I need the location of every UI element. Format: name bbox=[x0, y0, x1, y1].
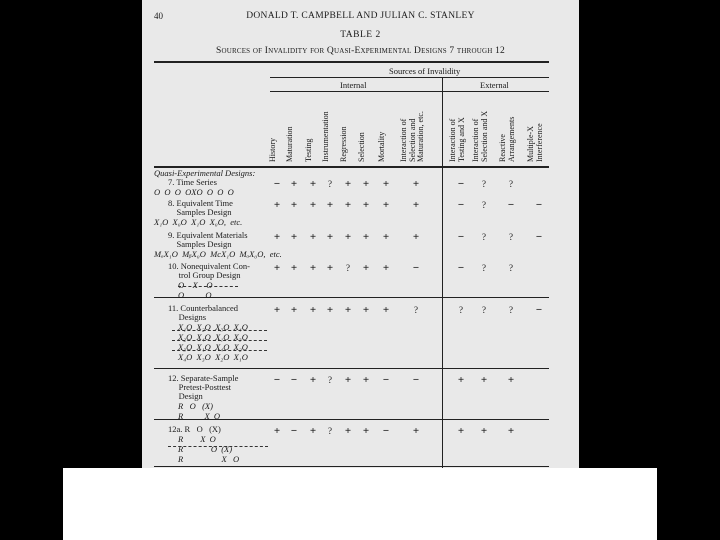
validity-mark: + bbox=[326, 231, 334, 243]
validity-mark: + bbox=[382, 231, 390, 243]
validity-mark: + bbox=[362, 304, 370, 316]
validity-mark: − bbox=[535, 304, 543, 316]
design-label: 9. Equivalent Materials Samples Design bbox=[168, 230, 248, 249]
column-header bbox=[526, 96, 544, 162]
validity-mark: + bbox=[457, 374, 465, 386]
row-rule bbox=[154, 368, 549, 369]
column-header bbox=[305, 96, 319, 162]
table-title: Sources of Invalidity for Quasi-Experimental Designs 7 through 12 bbox=[215, 46, 506, 56]
column-header-label: Interaction of Testing and X bbox=[448, 117, 466, 162]
validity-mark: − bbox=[273, 178, 281, 190]
validity-mark: + bbox=[273, 199, 281, 211]
book-page bbox=[142, 0, 579, 468]
validity-mark: + bbox=[309, 304, 317, 316]
validity-mark: + bbox=[412, 425, 420, 437]
validity-mark: − bbox=[290, 425, 298, 437]
column-header-label: History bbox=[268, 138, 277, 162]
validity-mark: ? bbox=[509, 305, 513, 315]
section-label: Quasi-Experimental Designs: bbox=[154, 168, 256, 178]
validity-mark: + bbox=[290, 199, 298, 211]
validity-mark: + bbox=[480, 425, 488, 437]
validity-mark: ? bbox=[459, 305, 463, 315]
validity-mark: ? bbox=[328, 179, 332, 189]
design-label: 12a. R O (X) bbox=[168, 424, 221, 434]
validity-mark: + bbox=[382, 178, 390, 190]
validity-mark: + bbox=[344, 231, 352, 243]
validity-mark: − bbox=[457, 178, 465, 190]
notation-separator bbox=[172, 330, 267, 331]
internal-external-rule bbox=[270, 91, 549, 92]
notation-separator bbox=[178, 286, 238, 287]
running-head: DONALD T. CAMPBELL AND JULIAN C. STANLEY bbox=[246, 11, 475, 21]
row-rule bbox=[154, 466, 549, 467]
validity-mark: ? bbox=[482, 232, 486, 242]
validity-mark: + bbox=[309, 231, 317, 243]
validity-mark: + bbox=[362, 262, 370, 274]
column-header bbox=[448, 96, 466, 162]
column-header-label: Regression bbox=[339, 126, 348, 162]
validity-mark: − bbox=[382, 374, 390, 386]
validity-mark: − bbox=[507, 199, 515, 211]
validity-mark: ? bbox=[509, 263, 513, 273]
validity-mark: − bbox=[457, 231, 465, 243]
design-notation: R O (X) R X O bbox=[178, 401, 221, 421]
validity-mark: + bbox=[273, 262, 281, 274]
design-label: 7. Time Series bbox=[168, 177, 217, 187]
validity-mark: + bbox=[273, 231, 281, 243]
column-header-label: Reactive Arrangements bbox=[498, 116, 516, 162]
validity-mark: ? bbox=[414, 305, 418, 315]
validity-mark: + bbox=[309, 374, 317, 386]
column-header bbox=[340, 96, 354, 162]
validity-mark: ? bbox=[482, 263, 486, 273]
column-header-label: Maturation bbox=[285, 126, 294, 162]
validity-mark: ? bbox=[482, 200, 486, 210]
design-notation: O X O O O bbox=[178, 280, 213, 300]
vertical-divider bbox=[442, 77, 443, 468]
column-header-label: Testing bbox=[304, 138, 313, 162]
notation-separator bbox=[172, 340, 267, 341]
design-label: 8. Equivalent Time Samples Design bbox=[168, 198, 233, 217]
validity-mark: + bbox=[362, 231, 370, 243]
column-header-label: Interaction of Selection and Maturation, etc. bbox=[399, 111, 425, 162]
validity-mark: ? bbox=[482, 305, 486, 315]
validity-mark: + bbox=[326, 262, 334, 274]
row-rule bbox=[154, 297, 549, 298]
validity-mark: ? bbox=[328, 375, 332, 385]
validity-mark: ? bbox=[482, 179, 486, 189]
column-header-label: Selection bbox=[357, 132, 366, 162]
validity-mark: + bbox=[362, 425, 370, 437]
validity-mark: + bbox=[362, 178, 370, 190]
column-header bbox=[498, 96, 516, 162]
validity-mark: ? bbox=[509, 179, 513, 189]
validity-mark: − bbox=[457, 262, 465, 274]
validity-mark: ? bbox=[509, 232, 513, 242]
validity-mark: + bbox=[290, 262, 298, 274]
validity-mark: + bbox=[457, 425, 465, 437]
validity-mark: + bbox=[507, 374, 515, 386]
validity-mark: + bbox=[362, 374, 370, 386]
validity-mark: ? bbox=[346, 263, 350, 273]
design-notation: X₁O X₂O X₃O X₄O X₂O X₄O X₁O X₃O X₃O X₁O X₄O X₂O X₄O X₃O X₂O X₁O bbox=[178, 322, 248, 362]
column-header-label: Mortality bbox=[377, 131, 386, 162]
page-number: 40 bbox=[154, 11, 163, 21]
column-header-label: Interaction of Selection and X bbox=[471, 110, 489, 162]
validity-mark: + bbox=[362, 199, 370, 211]
validity-mark: + bbox=[507, 425, 515, 437]
validity-mark: + bbox=[382, 262, 390, 274]
validity-mark: + bbox=[309, 199, 317, 211]
design-label: 10. Nonequivalent Con- trol Group Design bbox=[168, 261, 250, 280]
column-header bbox=[322, 96, 336, 162]
validity-mark: + bbox=[290, 304, 298, 316]
validity-mark: − bbox=[273, 374, 281, 386]
design-notation: R X O R O (X) R X O bbox=[178, 434, 240, 464]
group-header-rule bbox=[270, 77, 549, 78]
notation-separator bbox=[168, 446, 268, 447]
group-header: Sources of Invalidity bbox=[389, 66, 461, 76]
column-header-label: Instrumentation bbox=[321, 111, 330, 162]
column-header bbox=[471, 96, 489, 162]
design-label: 12. Separate-Sample Pretest-Posttest Design bbox=[168, 373, 239, 401]
validity-mark: + bbox=[326, 304, 334, 316]
validity-mark: ? bbox=[328, 426, 332, 436]
table-top-rule bbox=[154, 61, 549, 63]
validity-mark: − bbox=[412, 262, 420, 274]
validity-mark: + bbox=[412, 199, 420, 211]
design-label: 11. Counterbalanced Designs bbox=[168, 303, 239, 322]
notation-separator bbox=[172, 350, 267, 351]
validity-mark: + bbox=[309, 425, 317, 437]
validity-mark: − bbox=[457, 199, 465, 211]
validity-mark: + bbox=[382, 199, 390, 211]
column-header bbox=[358, 96, 372, 162]
design-notation: O O O OXO O O O bbox=[154, 187, 234, 197]
table-number: TABLE 2 bbox=[340, 30, 381, 40]
internal-header: Internal bbox=[340, 80, 367, 90]
validity-mark: + bbox=[309, 178, 317, 190]
validity-mark: + bbox=[344, 199, 352, 211]
design-notation: MₐX₁O MᵦX₀O McX₁O MₐX₀O, etc. bbox=[154, 249, 282, 259]
column-header bbox=[269, 96, 283, 162]
validity-mark: − bbox=[412, 374, 420, 386]
validity-mark: − bbox=[290, 374, 298, 386]
validity-mark: + bbox=[290, 178, 298, 190]
validity-mark: + bbox=[273, 425, 281, 437]
validity-mark: + bbox=[290, 231, 298, 243]
validity-mark: + bbox=[344, 178, 352, 190]
validity-mark: + bbox=[382, 304, 390, 316]
blank-panel bbox=[63, 468, 657, 540]
validity-mark: + bbox=[309, 262, 317, 274]
design-notation: X₁O X₀O X₁O X₀O, etc. bbox=[154, 217, 243, 227]
validity-mark: − bbox=[535, 231, 543, 243]
validity-mark: + bbox=[412, 231, 420, 243]
column-header bbox=[378, 96, 392, 162]
validity-mark: + bbox=[412, 178, 420, 190]
validity-mark: − bbox=[535, 199, 543, 211]
column-header bbox=[399, 96, 425, 162]
external-header: External bbox=[480, 80, 509, 90]
column-header bbox=[286, 96, 300, 162]
column-header-label: Multiple-X Interference bbox=[526, 123, 544, 162]
validity-mark: − bbox=[382, 425, 390, 437]
validity-mark: + bbox=[273, 304, 281, 316]
validity-mark: + bbox=[344, 425, 352, 437]
validity-mark: + bbox=[344, 304, 352, 316]
validity-mark: + bbox=[326, 199, 334, 211]
validity-mark: + bbox=[480, 374, 488, 386]
validity-mark: + bbox=[344, 374, 352, 386]
